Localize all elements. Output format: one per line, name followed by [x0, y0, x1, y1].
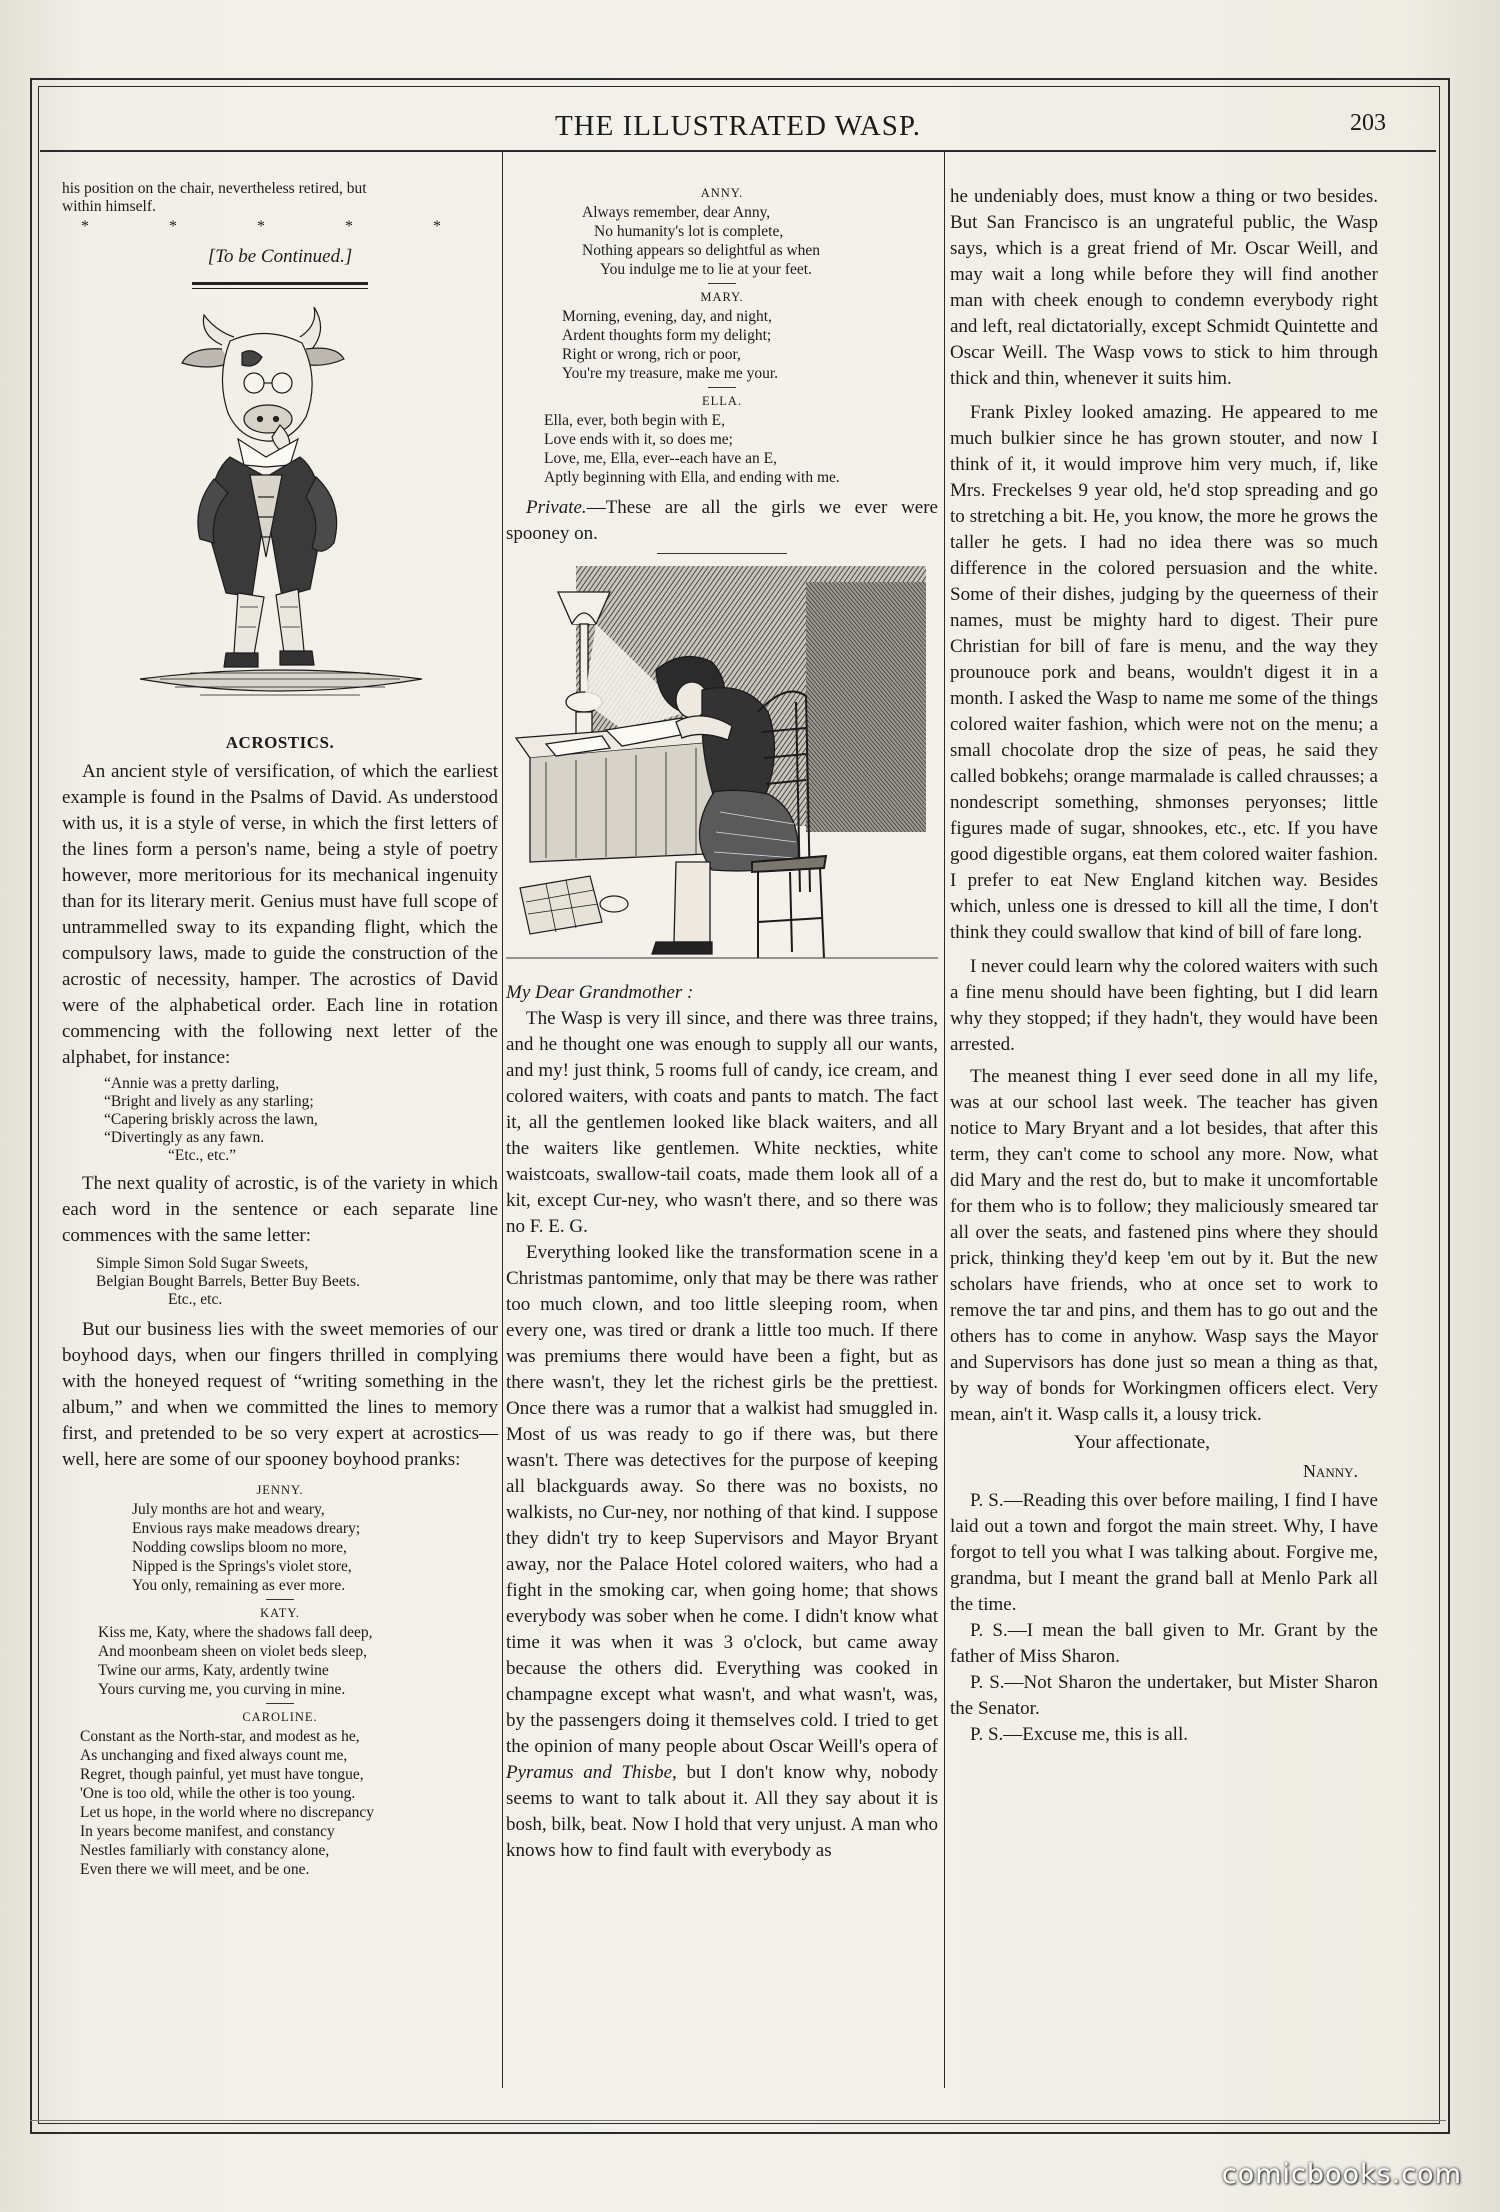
poem-line: Aptly beginning with Ella, and ending with me. [544, 469, 840, 486]
letter-closing: Your affectionate, [1074, 1432, 1210, 1453]
poem-line: You indulge me to lie at your feet. [600, 261, 812, 278]
private-label: Private. [526, 497, 587, 518]
poem-title-ella: ELLA. [701, 394, 743, 408]
poem-line: Morning, evening, day, and night, [562, 308, 772, 325]
poem-katy [98, 1623, 498, 1699]
poem-line: Ella, ever, both begin with E, [544, 412, 726, 429]
column-divider-1 [502, 152, 503, 2088]
continued-text [62, 180, 498, 216]
ornament-rule [657, 553, 787, 554]
poem-line: Even there we will meet, and be one. [80, 1861, 310, 1878]
page-header [40, 100, 1436, 156]
example-line: Belgian Bought Barrels, Better Buy Beets. [96, 1273, 360, 1290]
poem-line: Constant as the North-star, and modest as he, [80, 1728, 360, 1745]
acrostics-heading: ACROSTICS. [225, 733, 335, 752]
postscript-1: P. S.—Reading this over before mailing, I find I have laid out a town and forgot the main street. Why, I have forgot to tell you what I was talking about. Forgive me, grandma, but I meant the grand ball at Menlo Park all the time. [950, 1490, 1378, 1615]
girl-writing-illustration [506, 562, 938, 974]
section-stars: * * * * * [81, 218, 479, 235]
poem-line: Nestles familiarly with constancy alone, [80, 1842, 330, 1859]
letter-continued-paragraph: he undeniably does, must know a thing or two besides. But San Francisco is an ungrateful public, the Wasp says, which is a great friend of Mr. Oscar Weill, and may wait a long while before they will find another man with cheek enough to condemn everybody right and left, real dictatorially, except Schmidt Quintette and Oscar Weill. The Wasp vows to stick to him through thick and thin, whenever it suits him. [950, 186, 1378, 389]
quote-block [104, 1075, 498, 1165]
poem-line: You're my treasure, make me your. [562, 365, 779, 382]
poem-title-mary: MARY. [700, 290, 744, 304]
poem-anny [582, 203, 938, 279]
quote-line: “Bright and lively as any starling; [104, 1093, 314, 1110]
poem-line: Love, me, Ella, ever--each have an E, [544, 450, 777, 467]
postscript-3: P. S.—Not Sharon the undertaker, but Mister Sharon the Senator. [950, 1672, 1378, 1719]
poem-line: And moonbeam sheen on violet beds sleep, [98, 1643, 368, 1660]
acrostics-paragraph-2: The next quality of acrostic, is of the variety in which each word in the sentence or each separate line commences with the same letter: [62, 1173, 498, 1246]
letter-paragraph-1: The Wasp is very ill since, and there was three trains, and he thought one was enough to supply all our wants, and my! just think, 5 rooms full of candy, ice cream, and colored waiters, with coats and pants to match. The fact it, all the gentlemen looked like black waiters, and all the waiters like gentlemen. White neckties, white waistcoats, swallow-tail coats, made them look all of a kit, except Cur-ney, who wasn't there, and so there was no F. E. G. [506, 1008, 938, 1237]
quote-line: “Capering briskly across the lawn, [104, 1111, 318, 1128]
poem-line: No humanity's lot is complete, [594, 223, 784, 240]
poem-line: Love ends with it, so does me; [544, 431, 733, 448]
poem-line: Ardent thoughts form my delight; [562, 327, 772, 344]
poem-line: Kiss me, Katy, where the shadows fall deep, [98, 1624, 373, 1641]
column-1 [62, 170, 498, 1879]
header-rule [40, 150, 1436, 152]
column-divider-2 [944, 152, 945, 2088]
poem-separator [708, 283, 736, 284]
poem-jenny [132, 1500, 498, 1595]
example-line: Simple Simon Sold Sugar Sweets, [96, 1255, 309, 1272]
poem-line: Right or wrong, rich or poor, [562, 346, 741, 363]
quote-line: “Annie was a pretty darling, [104, 1075, 280, 1092]
letter-waiters-paragraph: I never could learn why the colored waiters with such a fine menu should have been fighting, but I did learn why they stopped; if they hadn't, they would have been arrested. [950, 956, 1378, 1055]
poem-separator [708, 387, 736, 388]
poem-line: Nothing appears so delightful as when [582, 242, 821, 259]
acrostics-paragraph-3: But our business lies with the sweet memories of our boyhood days, when our fingers thrilled in complying with the honeyed request of “writing something in the album,” and when we committed the lines to memory first, and pretended to be so very expert at acrostics—well, here are some of our spooney boyhood pranks: [62, 1319, 498, 1470]
simple-simon-block [96, 1255, 498, 1309]
postscript-4: P. S.—Excuse me, this is all. [970, 1724, 1188, 1745]
quote-line: “Etc., etc.” [168, 1147, 236, 1164]
poem-line: Regret, though painful, yet must have tongue, [80, 1766, 364, 1783]
poem-title-caroline: CAROLINE. [242, 1710, 318, 1724]
page-number: 203 [1350, 110, 1386, 136]
poem-separator [266, 1703, 294, 1704]
to-be-continued: [To be Continued.] [207, 246, 353, 267]
poem-line: In years become manifest, and constancy [80, 1823, 335, 1840]
column-3 [950, 184, 1378, 1748]
poem-ella [544, 411, 938, 487]
poem-line: Envious rays make meadows dreary; [132, 1520, 361, 1537]
poem-line: July months are hot and weary, [132, 1501, 325, 1518]
poem-line: Nipped is the Springs's violet store, [132, 1558, 352, 1575]
poem-line: Always remember, dear Anny, [582, 204, 771, 221]
letter-school-paragraph: The meanest thing I ever seed done in all my life, was at our school last week. The teacher has given notice to Mary Bryant and a lot besides, that after this term, they can't come to school any more. Now, what did Mary and the rest do, but to make it uncomfortable for them who is to follow; they maliciously smeared tar all over the seats, and fastened pins where they should prick, thinking they'd keep 'em out by it. But the new scholars have friends, who at once set to work to remove the tar and pins, and them has to go out and the others has to come in anyhow. Wasp says the Mayor and Supervisors has done just so mean a thing as that, by way of bonds for Workingmen officers elect. Very mean, ain't it. Wasp calls it, a lousy trick. [950, 1066, 1378, 1425]
double-rule [192, 282, 368, 289]
example-line: Etc., etc. [168, 1291, 223, 1308]
continued-line: his position on the chair, nevertheless retired, but [62, 180, 367, 197]
private-text: —These are all the girls we ever were spooney on. [506, 497, 938, 544]
poem-separator [266, 1599, 294, 1600]
footer-rule [30, 2120, 1446, 2121]
poem-title-anny: ANNY. [700, 186, 744, 200]
poem-line: You only, remaining as ever more. [132, 1577, 346, 1594]
letter-pixley-paragraph: Frank Pixley looked amazing. He appeared to me much bulkier since he has grown stouter, and now I think of it, it would improve him very much, if, like Mrs. Freckelses 9 year old, he'd stop spreading and go to stretching a bit. He, you know, the more he grows the taller he gets. I had no idea there was so much difference in the colored persuasion and the white. Some of their dishes, judging by the queerness of their names, must be mighty hard to digest. Their pure Christian for bill of fare is menu, and the way they prounouce pork and beans, wouldn't digest it in a month. I asked the Wasp to name me some of the things colored waiter fashion, which were not on the menu; a small chocolate drop the size of peas, he said they called bobkehs; orange marmalade is called chrausses; a nondescript something, shmonses peryonses; little figures made of sugar, shnookes, etc., etc. If you have good digestible organs, eat them colored waiter fashion. I prefer to eat New England kitchen way. Besides which, unless one is dressed to kill all the time, I don't think they could swallow that kind of bill of fare long. [950, 402, 1378, 943]
letter-paragraph-2-text: Everything looked like the transformation scene in a Christmas pantomime, only that may be there was rather too much clown, and too little sleeping room, when every one, was tired or drank a little too much. If there was premiums there would have been a fight, but as there wasn't, they let the richest girls be the prettiest. Once there was a rumor that a walkist had smuggled in. Most of us was ready to go if there was, but there wasn't. There was detectives for the purpose of keeping all blackguards away. So there was no boxists, no walkists, no Cur-ney, nor nothing of that kind. I suppose they didn't try to keep Supervisors and Mayor Bryant away, nor the Palace Hotel colored waiters, who had a fight in the smoking car, when going home; that shows everybody was sober when he come. I didn't know what time it was when it was 3 o'clock, but came away because the others did. Everything was cooked in champagne except what wasn't, and what wasn't, was, by the passengers doing it themselves cold. I tried to get the opinion of many people about Oscar Weill's opera of [506, 1242, 938, 1757]
private-note [506, 495, 938, 547]
poem-line: 'One is too old, while the other is too young. [80, 1785, 356, 1802]
poem-line: Let us hope, in the world where no discrepancy [80, 1804, 374, 1821]
letter-paragraph-2 [506, 1240, 938, 1864]
continued-line: within himself. [62, 198, 156, 215]
site-watermark: comicbooks.com [1221, 2159, 1462, 2190]
poem-line: As unchanging and fixed always count me, [80, 1747, 348, 1764]
bull-illustration [130, 307, 430, 707]
poem-caroline [80, 1727, 498, 1879]
poem-line: Nodding cowslips bloom no more, [132, 1539, 347, 1556]
opera-title: Pyramus and Thisbe, [506, 1762, 677, 1783]
poem-mary [562, 307, 938, 383]
poem-title-jenny: JENNY. [256, 1483, 304, 1497]
postscript-2: P. S.—I mean the ball given to Mr. Grant by the father of Miss Sharon. [950, 1620, 1378, 1667]
letter-salutation: My Dear Grandmother : [506, 982, 694, 1003]
letter-signature: Nanny. [1302, 1461, 1358, 1481]
quote-line: “Divertingly as any fawn. [104, 1129, 265, 1146]
poem-line: Twine our arms, Katy, ardently twine [98, 1662, 329, 1679]
poem-title-katy: KATY. [260, 1606, 300, 1620]
masthead-title: THE ILLUSTRATED WASP. [554, 110, 922, 142]
poem-line: Yours curving me, you curving in mine. [98, 1681, 346, 1698]
letter-paragraph-2-end: but I don't know why, nobody seems to want to talk about it. All they say about it is bosh, bilk, beat. Now I hold that very unjust. A man who knows how to find fault with everybody as [506, 1762, 938, 1861]
column-2 [506, 170, 938, 1864]
acrostics-paragraph-1: An ancient style of versification, of which the earliest example is found in the Psalms of David. As understood with us, it is a style of verse, in which the first letters of the lines form a person's name, being a style of poetry however, more meritorious for its mechanical ingenuity than for its literary merit. Genius must have full scope of untrammelled sway to its expanding flight, which the compulsory laws, made to guide the construction of the acrostic of necessity, hamper. The acrostics of David were of the alphabetical order. Each line in rotation commencing with the following next letter of the alphabet, for instance: [62, 761, 498, 1068]
